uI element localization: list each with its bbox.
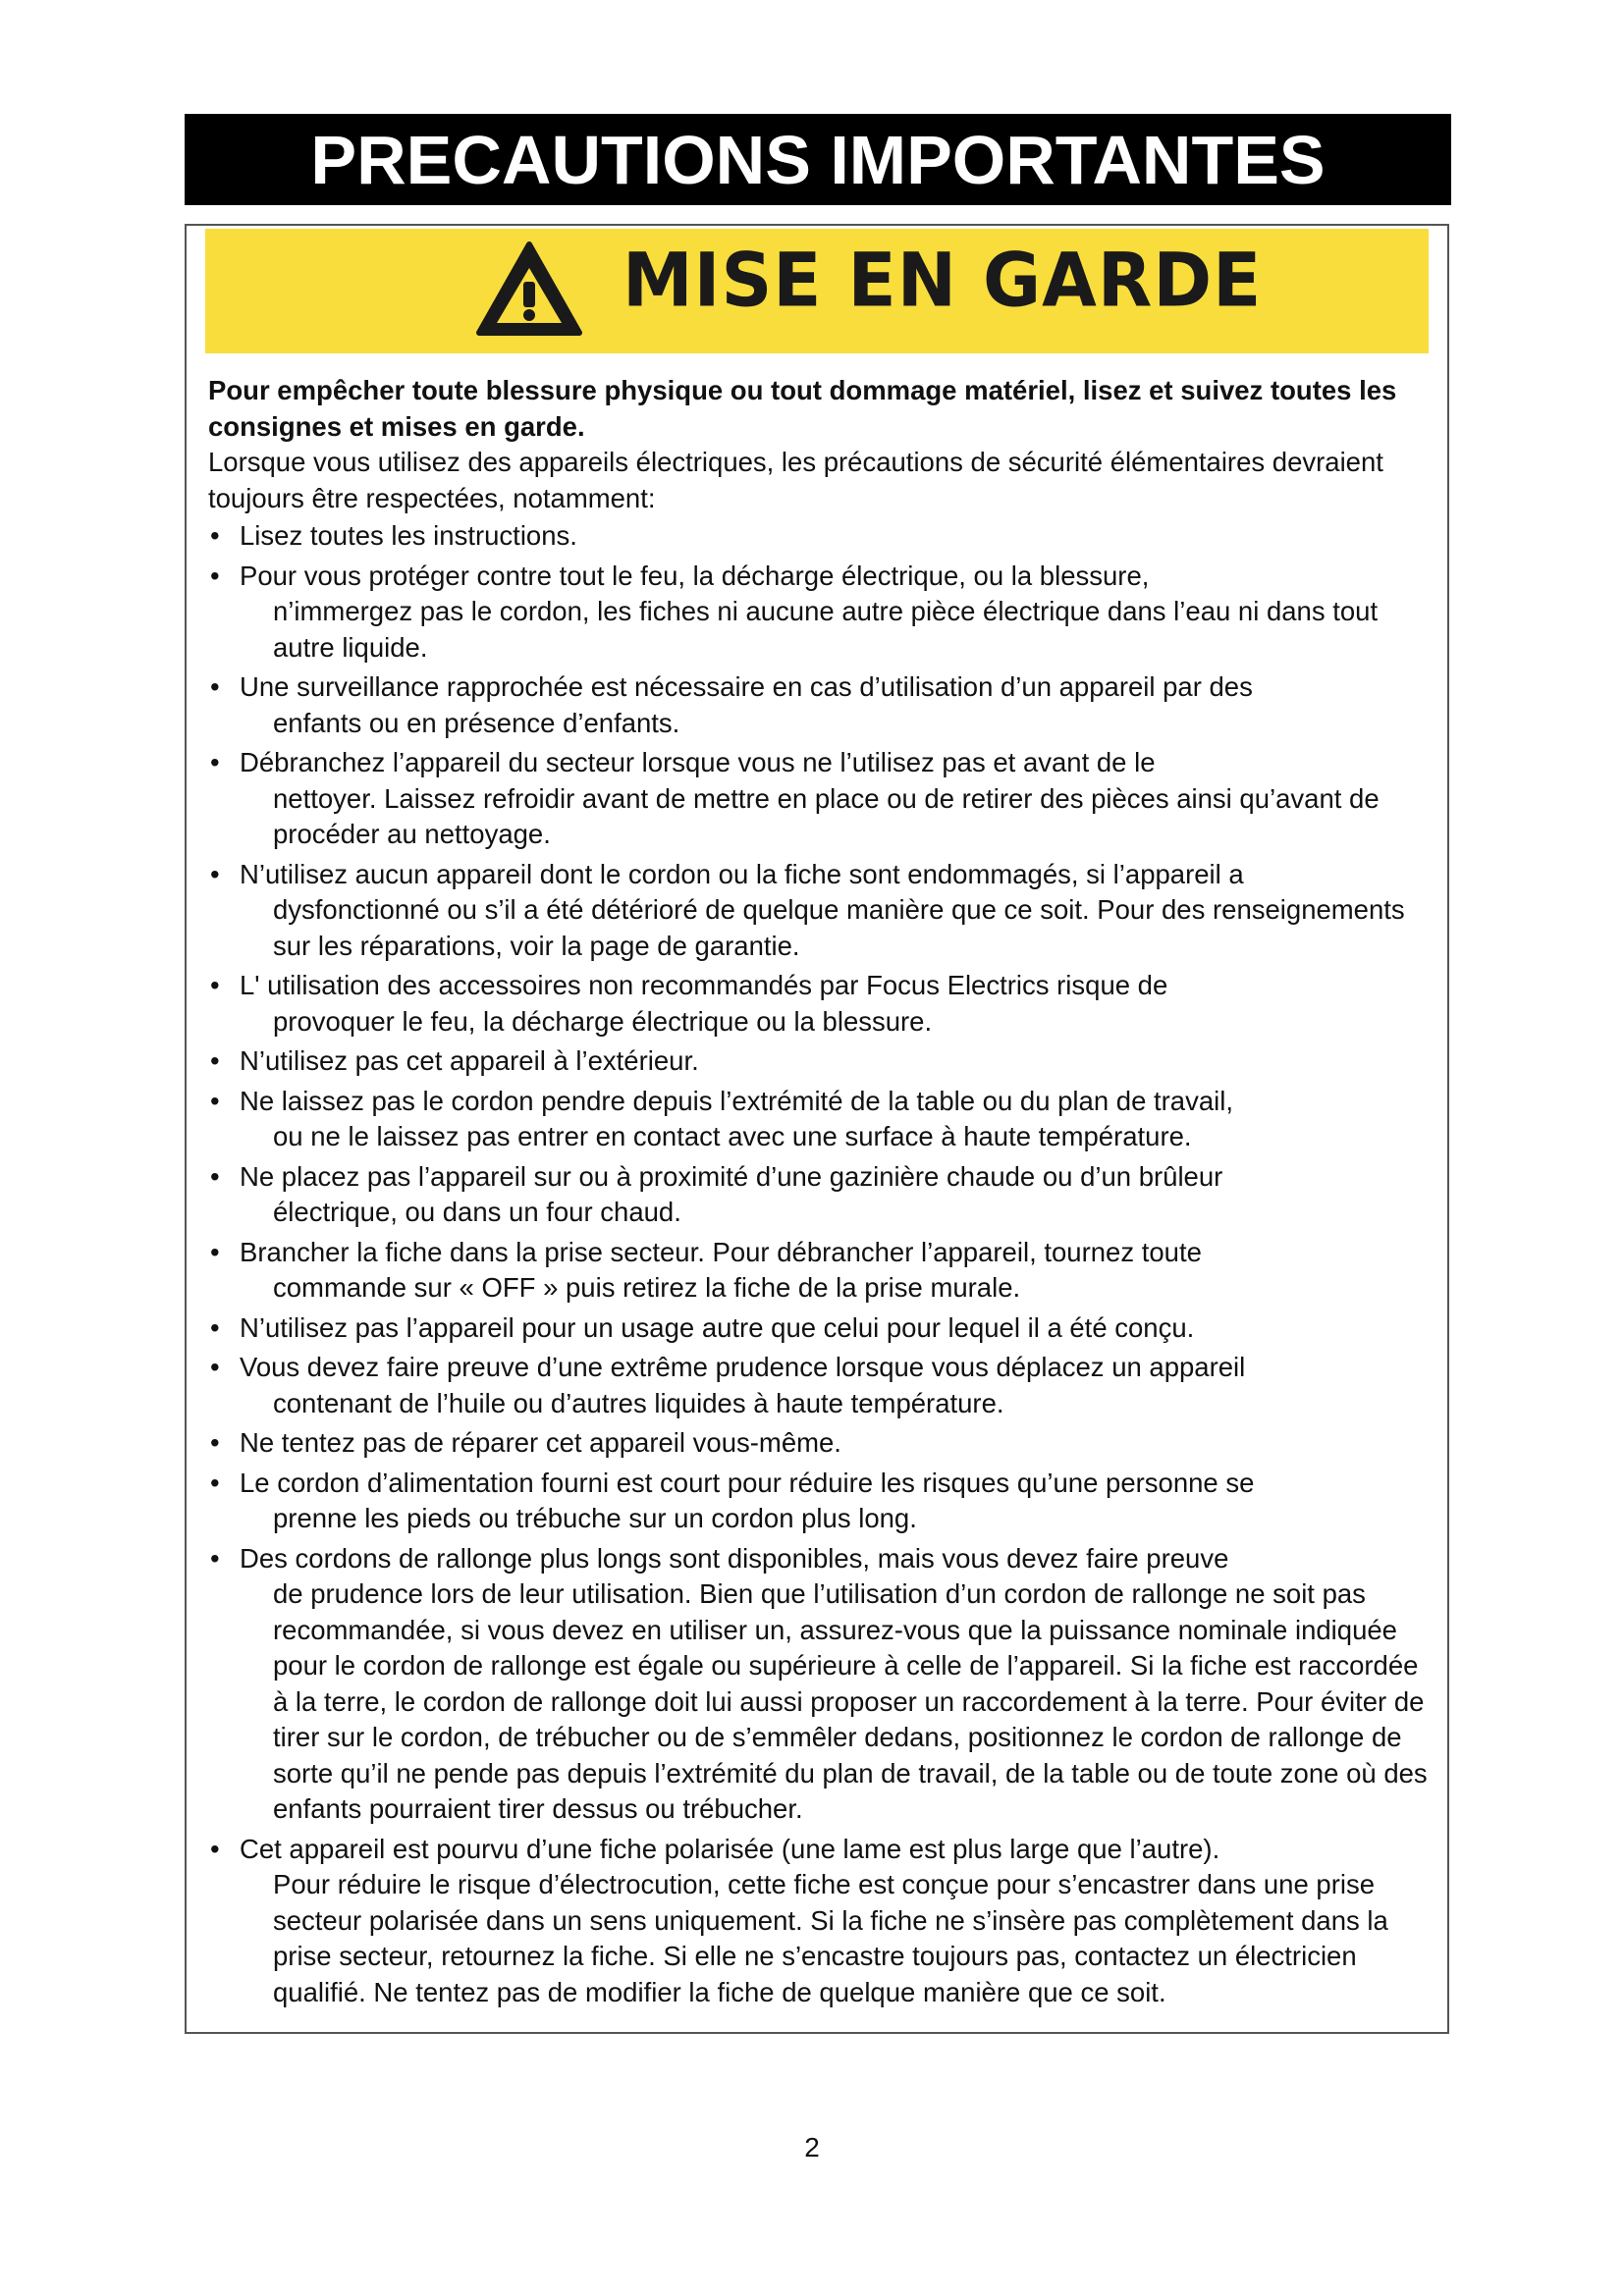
list-item [208,669,1431,741]
list-item-text: Ne laissez pas le cordon pendre depuis l’extrémité de la table ou du plan de travail, [240,1085,1233,1116]
bullet-icon: • [210,1085,220,1116]
list-item-text: L' utilisation des accessoires non recommandés par Focus Electrics risque de [240,970,1168,1000]
list-item-continuation: électrique, ou dans un four chaud. [273,1197,681,1227]
title-bar [185,114,1451,205]
list-item-continuation: n’immergez pas le cordon, les fiches ni aucune autre pièce électrique dans l’eau ni dans tout autre liquide. [273,596,1379,663]
bullet-icon: • [210,970,220,1000]
list-item-text: N’utilisez pas cet appareil à l’extérieur. [240,1045,699,1076]
intro-text: Lorsque vous utilisez des appareils électriques, les précautions de sécurité élémentaires devraient toujours être respectées, notamment: [208,447,1383,513]
warning-triangle-icon [475,240,583,337]
list-item-continuation: provoquer le feu, la décharge électrique ou la blessure. [273,1005,933,1037]
list-item-continuation: de prudence lors de leur utilisation. Bien que l’utilisation d’un cordon de rallonge ne soit pas recommandée, si vous devez en utiliser un, assurez-vous que la puissance nominale indiquée pour le cordon de rallonge est égale ou supérieure à celle de l’appareil. Si la fiche est raccordée à la terre, le cordon de rallonge doit lui aussi proposer un raccordement à la terre. Pour éviter de tirer sur le cordon, de trébucher ou de s’emmêler dedans, positionnez le cordon de rallonge de sorte qu’il ne pende pas depuis l’extrémité du plan de travail, de la table ou de toute zone où des enfants pourraient tirer dessus ou trébucher. [273,1578,1428,1824]
list-item-text: Le cordon d’alimentation fourni est court pour réduire les risques qu’une personne se [240,1467,1255,1498]
bullet-icon: • [210,560,220,591]
list-item [208,1159,1431,1231]
bullet-icon: • [210,520,220,551]
list-item-text: N’utilisez aucun appareil dont le cordon ou la fiche sont endommagés, si l’appareil a [240,858,1244,889]
list-item-continuation: commande sur « OFF » puis retirez la fiche de la prise murale. [273,1272,1021,1303]
page-title: PRECAUTIONS IMPORTANTES [310,121,1326,198]
list-item-text: Vous devez faire preuve d’une extrême prudence lorsque vous déplacez un appareil [240,1352,1246,1382]
bullet-icon: • [210,1833,220,1864]
list-item [208,1350,1431,1421]
list-item [208,559,1431,667]
warning-label: MISE EN GARDE [623,237,1263,324]
bullet-icon: • [210,1427,220,1458]
list-item-continuation: prenne les pieds ou trébuche sur un cordon plus long. [273,1503,917,1533]
bullet-icon: • [210,1236,220,1267]
list-item-continuation: contenant de l’huile ou d’autres liquides à haute température. [273,1387,1004,1418]
list-item-text: Lisez toutes les instructions. [240,520,577,551]
list-item [208,1043,1431,1080]
list-item [208,857,1431,965]
list-item [208,1832,1431,2011]
list-item [208,1310,1431,1347]
list-item [208,745,1431,853]
list-item-text: Ne placez pas l’appareil sur ou à proximité d’une gazinière chaude ou d’un brûleur [240,1160,1223,1192]
bullet-icon: • [210,1045,220,1076]
page-number: 2 [804,2132,820,2163]
list-item-continuation: ou ne le laissez pas entrer en contact avec une surface à haute température. [273,1121,1192,1151]
list-item-continuation: nettoyer. Laissez refroidir avant de mettre en place ou de retirer des pièces ainsi qu’avant de procéder au nettoyage. [273,782,1380,849]
list-item [208,968,1431,1040]
list-item-continuation: enfants ou en présence d’enfants. [273,707,680,738]
bullet-icon: • [210,1542,220,1574]
precautions-list [208,518,1431,2010]
intro-bold-text: Pour empêcher toute blessure physique ou tout dommage matériel, lisez et suivez toutes les consignes et mises en garde. [208,375,1397,442]
list-item-text: Cet appareil est pourvu d’une fiche polarisée (une lame est plus large que l’autre). [240,1833,1220,1864]
warning-banner [205,229,1429,353]
list-item-text: Ne tentez pas de réparer cet appareil vous-même. [240,1427,841,1458]
bullet-icon: • [210,1467,220,1498]
list-item [208,1466,1431,1537]
instructions-text [208,373,1431,2014]
list-item-text: Pour vous protéger contre tout le feu, la décharge électrique, ou la blessure, [240,560,1150,591]
bullet-icon: • [210,1311,220,1343]
bullet-icon: • [210,1160,220,1192]
list-item-text: Des cordons de rallonge plus longs sont disponibles, mais vous devez faire preuve [240,1542,1229,1574]
list-item [208,1541,1431,1828]
list-item [208,1425,1431,1462]
list-item-text: Brancher la fiche dans la prise secteur. Pour débrancher l’appareil, tournez toute [240,1236,1202,1267]
bullet-icon: • [210,858,220,889]
list-item-continuation: Pour réduire le risque d’électrocution, cette fiche est conçue pour s’encastrer dans une prise secteur polarisée dans un sens uniquement. Si la fiche ne s’insère pas complètement dans la prise secteur, retournez la fiche. Si elle ne s’encastre toujours pas, contactez un électricien qualifié. Ne tentez pas de modifier la fiche de quelque manière que ce soit. [273,1869,1388,2007]
list-item-text: Débranchez l’appareil du secteur lorsque vous ne l’utilisez pas et avant de le [240,747,1156,777]
list-item-text: Une surveillance rapprochée est nécessaire en cas d’utilisation d’un appareil par des [240,671,1253,702]
list-item-text: N’utilisez pas l’appareil pour un usage autre que celui pour lequel il a été conçu. [240,1311,1195,1343]
list-item-continuation: dysfonctionné ou s’il a été détérioré de quelque manière que ce soit. Pour des renseignements sur les réparations, voir la page de garantie. [273,894,1405,961]
safety-content-box [185,224,1449,2034]
list-item [208,1235,1431,1307]
bullet-icon: • [210,747,220,777]
bullet-icon: • [210,671,220,702]
bullet-icon: • [210,1352,220,1382]
list-item [208,1084,1431,1155]
list-item [208,518,1431,555]
